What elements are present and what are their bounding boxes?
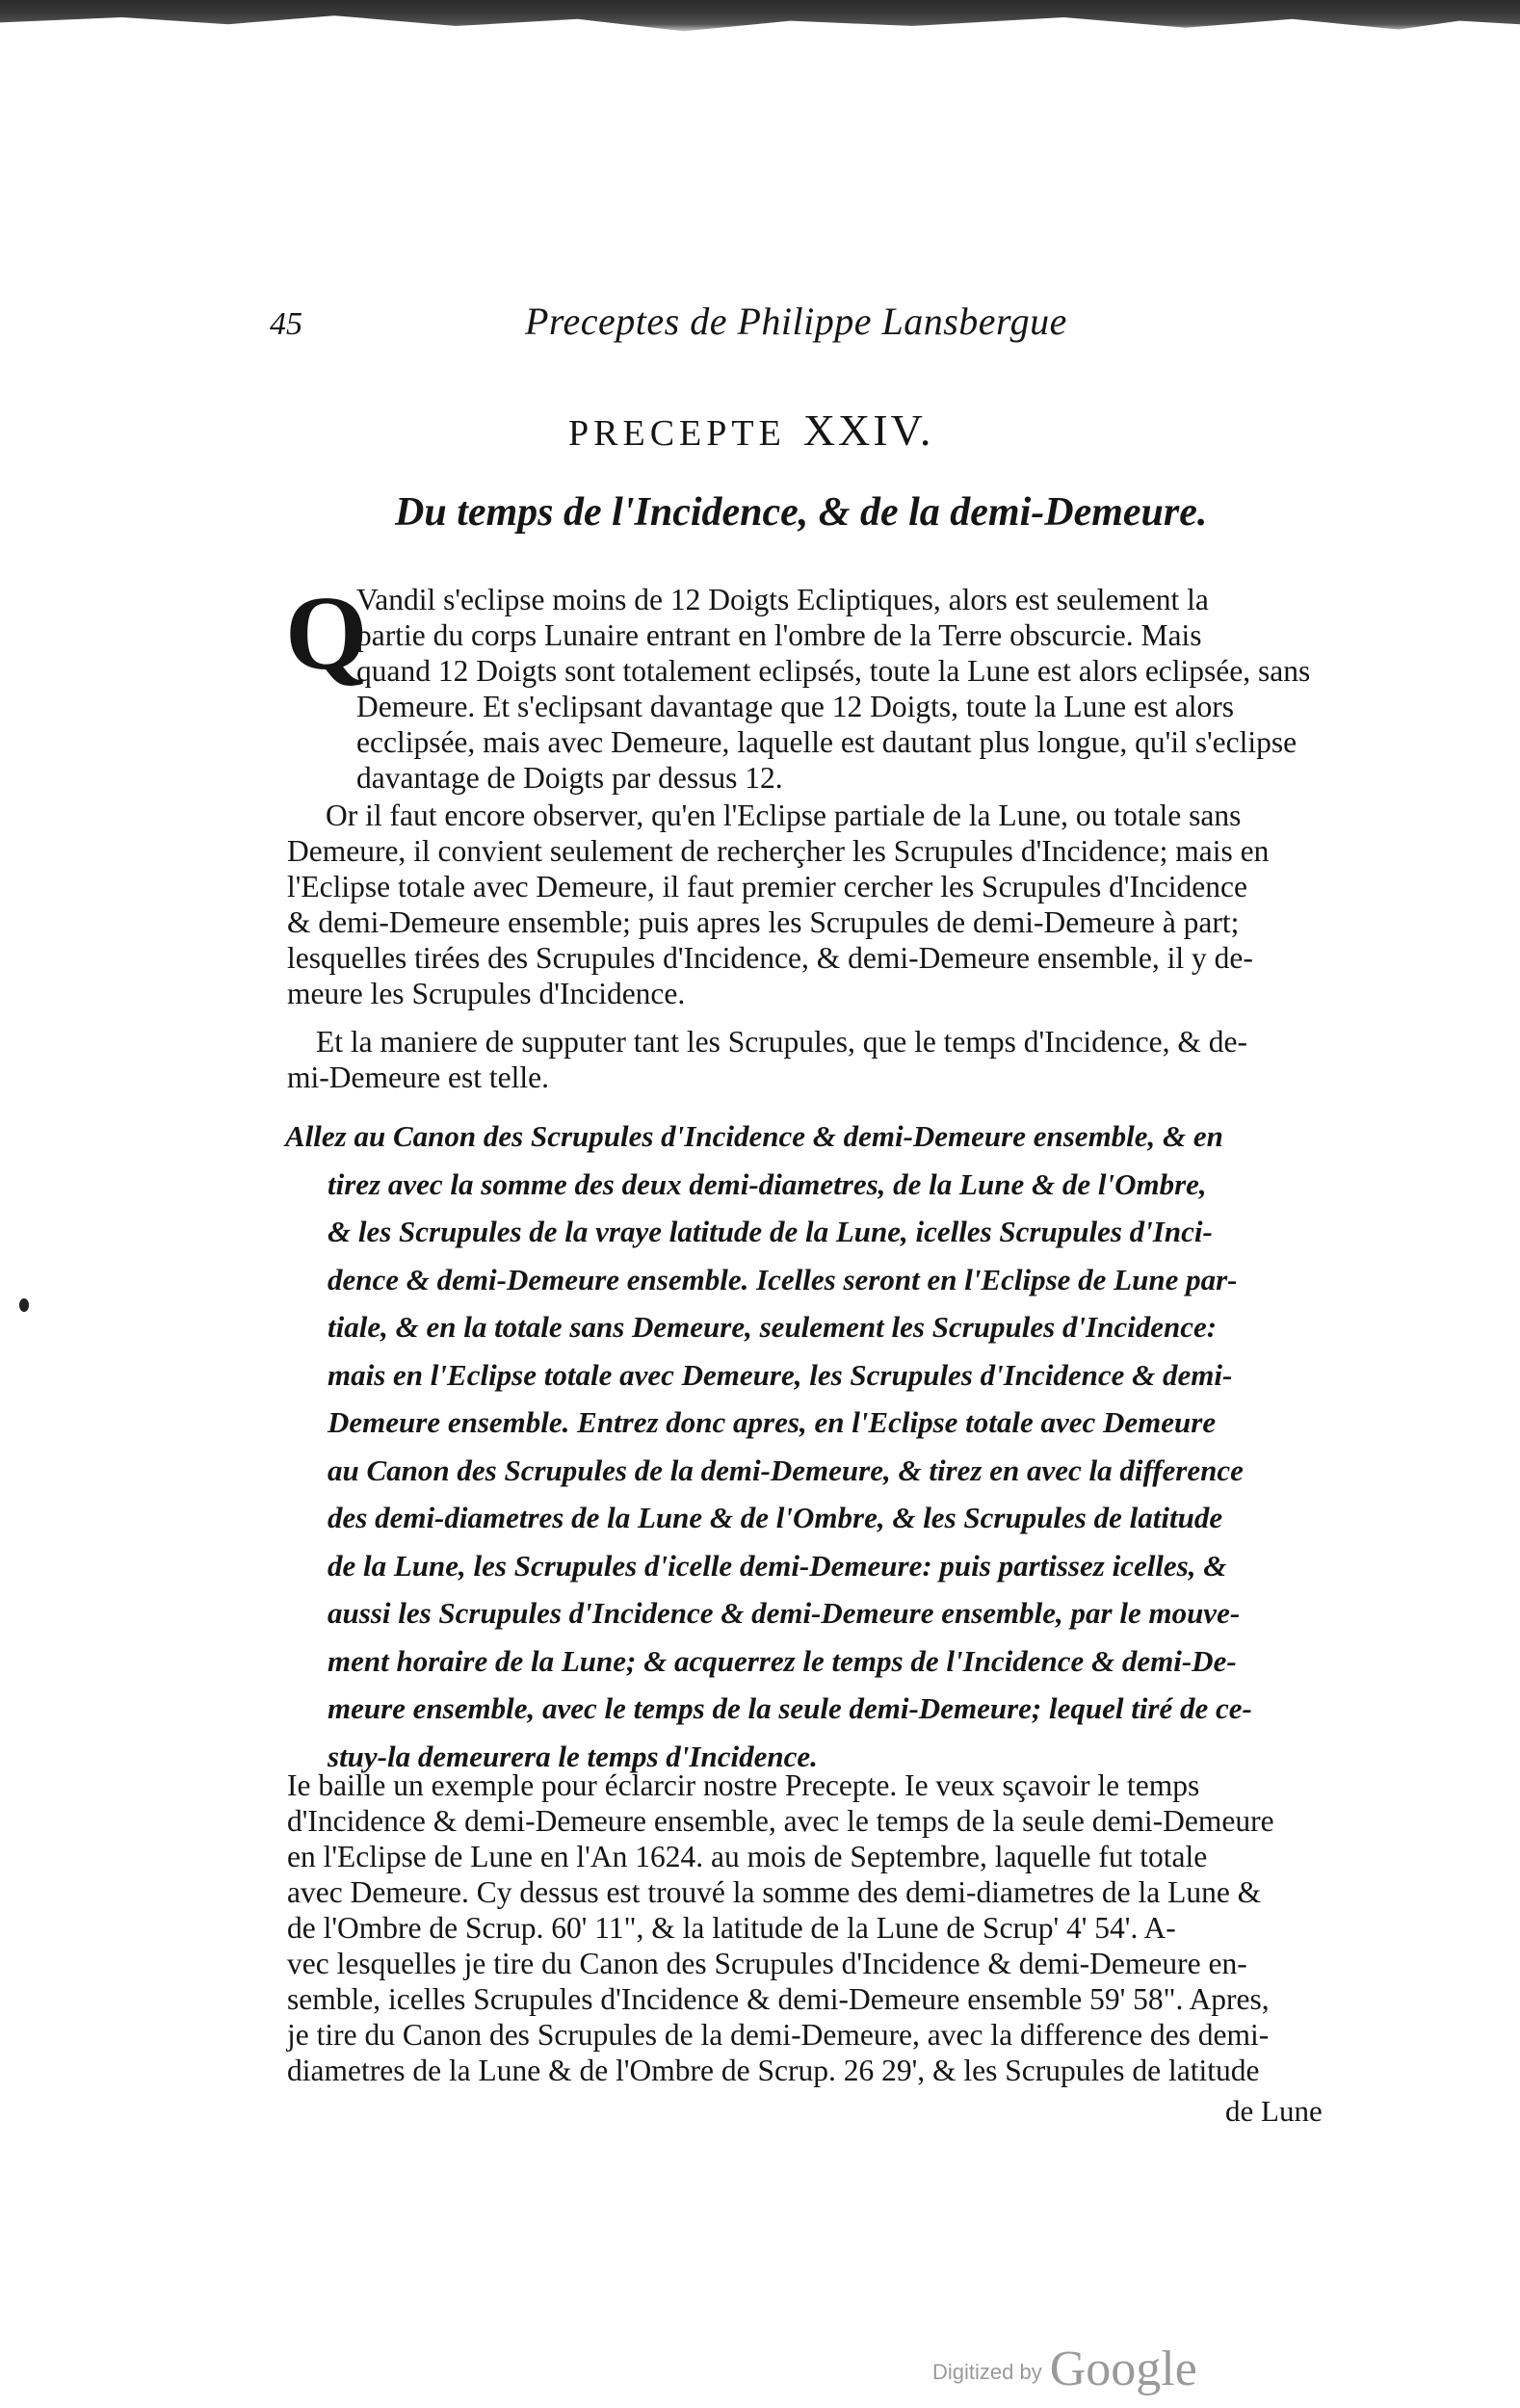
text-line: semble, icelles Scrupules d'Incidence & demi-Demeure ensemble 59' 58". Apres, (287, 1982, 1270, 2016)
text-line: meure ensemble, avec le temps de la seule demi-Demeure; lequel tiré de ce- (328, 1691, 1252, 1725)
precept-label: PRECEPTE (568, 413, 786, 454)
text-line: d'Incidence & demi-Demeure ensemble, avec le temps de la seule demi-Demeure (287, 1804, 1274, 1838)
text-line: Demeure. Et s'eclipsant davantage que 12 Doigts, toute la Lune est alors (356, 690, 1235, 723)
text-line: de la Lune, les Scrupules d'icelle demi-Demeure: puis partissez icelles, & (328, 1548, 1227, 1583)
text-line: tiale, & en la totale sans Demeure, seulement les Scrupules d'Incidence: (328, 1310, 1218, 1344)
text-line: & les Scrupules de la vraye latitude de la Lune, icelles Scrupules d'Inci- (328, 1215, 1213, 1248)
scan-top-edge (0, 0, 1520, 35)
text-line: l'Eclipse totale avec Demeure, il faut premier cercher les Scrupules d'Incidence (287, 870, 1248, 903)
text-line: Or il faut encore observer, qu'en l'Eclipse partiale de la Lune, ou totale sans (326, 798, 1242, 832)
text-line: ecclipsée, mais avec Demeure, laquelle est dautant plus longue, qu'il s'eclipse (356, 725, 1297, 759)
text-line: davantage de Doigts par dessus 12. (356, 761, 783, 795)
text-line: au Canon des Scrupules de la demi-Demeure, & tirez en avec la difference (328, 1453, 1244, 1487)
text-line: lesquelles tirées des Scrupules d'Incidence, & demi-Demeure ensemble, il y de- (287, 941, 1253, 975)
text-line: dence & demi-Demeure ensemble. Icelles seront en l'Eclipse de Lune par- (328, 1262, 1238, 1296)
text-line: avec Demeure. Cy dessus est trouvé la somme des demi-diametres de la Lune & (287, 1875, 1262, 1909)
digitized-watermark (932, 2341, 1197, 2397)
precept-number: XXIV. (802, 406, 934, 455)
running-head: Preceptes de Philippe Lansbergue (525, 300, 1067, 343)
paragraph-example (287, 1767, 1337, 2088)
text-line: Demeure, il convient seulement de recherçher les Scrupules d'Incidence; mais en (287, 834, 1270, 868)
text-line: Et la maniere de supputer tant les Scrupules, que le temps d'Incidence, & de- (316, 1025, 1247, 1059)
text-line: Allez au Canon des Scrupules d'Incidence & demi-Demeure ensemble, & en (285, 1119, 1223, 1153)
text-line: aussi les Scrupules d'Incidence & demi-Demeure ensemble, par le mouve- (328, 1596, 1241, 1630)
paragraph-intro (356, 582, 1339, 796)
text-line: Ie baille un exemple pour éclarcir nostre Precepte. Ie veux sçavoir le temps (287, 1768, 1200, 1802)
drop-cap: Q (285, 574, 368, 692)
text-line: mais en l'Eclipse totale avec Demeure, les Scrupules d'Incidence & demi- (328, 1357, 1233, 1392)
text-line: meure les Scrupules d'Incidence. (287, 977, 686, 1010)
text-line: partie du corps Lunaire entrant en l'ombre de la Terre obscurcie. Mais (356, 618, 1202, 652)
text-line: des demi-diametres de la Lune & de l'Ombre, & les Scrupules de latitude (328, 1501, 1223, 1534)
text-line: Demeure ensemble. Entrez donc apres, en l'Eclipse totale avec Demeure (328, 1405, 1217, 1439)
margin-mark (19, 1298, 29, 1312)
text-line: mi-Demeure est telle. (287, 1060, 550, 1094)
rule-paragraph (285, 1112, 1335, 1780)
text-line: quand 12 Doigts sont totalement eclipsés, toute la Lune est alors eclipsée, sans (356, 654, 1311, 688)
google-logo: Google (1049, 2342, 1197, 2396)
watermark-prefix: Digitized by (932, 2360, 1042, 2384)
text-line: en l'Eclipse de Lune en l'An 1624. au mois de Septembre, laquelle fut totale (287, 1840, 1208, 1873)
precept-heading (568, 405, 933, 456)
page-number: 45 (270, 306, 302, 342)
text-line: Vandil s'eclipse moins de 12 Doigts Ecliptiques, alors est seulement la (356, 583, 1209, 616)
text-line: ment horaire de la Lune; & acquerrez le temps de l'Incidence & demi-De- (328, 1643, 1237, 1678)
text-line: de l'Ombre de Scrup. 60' 11", & la latitude de la Lune de Scrup' 4' 54'. A- (287, 1911, 1176, 1945)
paragraph-observation (287, 798, 1337, 1011)
text-line: je tire du Canon des Scrupules de la demi-Demeure, avec la difference des demi- (287, 2018, 1270, 2052)
paragraph-method (287, 1024, 1337, 1095)
section-subtitle: Du temps de l'Incidence, & de la demi-Demeure. (395, 490, 1208, 535)
catchword: de Lune (1225, 2094, 1323, 2128)
text-line: tirez avec la somme des deux demi-diametres, de la Lune & de l'Ombre, (328, 1166, 1207, 1201)
text-line: vec lesquelles je tire du Canon des Scrupules d'Incidence & demi-Demeure en- (287, 1947, 1247, 1980)
text-line: stuy-la demeurera le temps d'Incidence. (328, 1739, 818, 1773)
text-line: diametres de la Lune & de l'Ombre de Scrup. 26 29', & les Scrupules de latitude (287, 2054, 1260, 2087)
page-header (270, 299, 1137, 356)
text-line: & demi-Demeure ensemble; puis apres les Scrupules de demi-Demeure à part; (287, 905, 1240, 939)
